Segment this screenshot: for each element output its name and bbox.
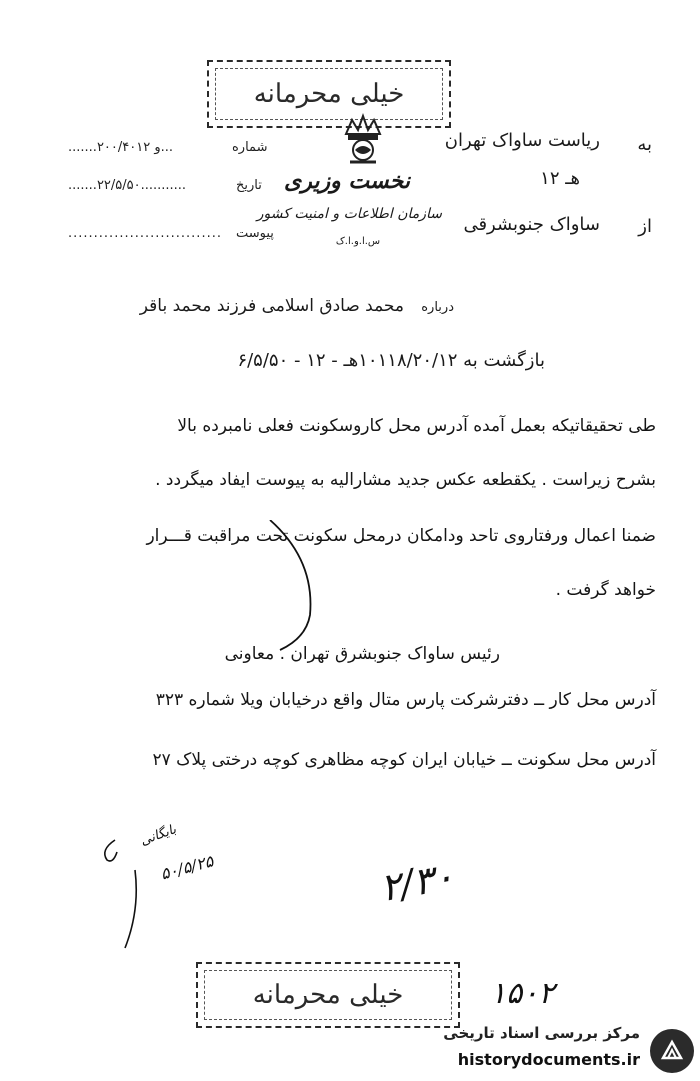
emblem-subtitle: سازمان اطلاعات و امنیت کشور [256, 206, 442, 222]
reference-line: بازگشت به ۱۰۱۱۸/۲۰/۱۲هـ - ۱۲ - ۶/۵/۵۰ [237, 350, 545, 371]
footer-url: historydocuments.ir [457, 1050, 640, 1069]
date-label: تاریخ [236, 178, 262, 193]
to-code: هـ ۱۲ [540, 168, 580, 189]
attachment-value: .............................. [68, 226, 222, 241]
handwritten-archive-number: ۱۵۰۲ [490, 976, 555, 1011]
handwritten-bracket [95, 830, 175, 950]
pen-stroke [240, 520, 360, 660]
body-line-1: طی تحقیقاتیکه بعمل آمده آدرس محل کاروسکونت فعلی نامبرده بالا [177, 416, 656, 436]
work-address: آدرس محل کار ــ دفترشرکت پارس متال واقع درخیابان ویلا شماره ۳۲۳ [155, 690, 656, 710]
to-recipient: ریاست ساواک تهران [444, 130, 600, 151]
to-prefix: به [637, 134, 652, 155]
stamp-text: خیلی محرمانه [253, 79, 405, 109]
emblem-code: س.ا.و.ا.ک [335, 236, 381, 247]
crown-emblem-icon [338, 112, 388, 172]
number-label: شماره [232, 140, 268, 155]
signature-line: رئیس ساواک جنوبشرق تهران . معاونی [224, 644, 500, 664]
from-prefix: از [638, 216, 652, 237]
bottom-classification-stamp [196, 962, 460, 1028]
from-sender: ساواک جنوبشرقی [463, 214, 600, 235]
subject-label: درباره [421, 300, 454, 315]
handwritten-initials: بایگانی [138, 822, 179, 849]
subject-text: محمد صادق اسلامی فرزند محمد باقر [139, 296, 404, 316]
handwritten-center: ۲/۳۰ [376, 853, 458, 911]
body-line-2: بشرح زیراست . یکقطعه عکس جدید مشارالیه به پیوست ایفاد میگردد . [155, 470, 656, 490]
home-address: آدرس محل سکونت ــ خیابان ایران کوچه مظاهری کوچه درختی پلاک ۲۷ [152, 750, 656, 770]
emblem-title: نخست وزیری [284, 168, 410, 194]
body-line-4: خواهد گرفت . [555, 580, 656, 600]
date-value: .......۲۲/۵/۵۰........... [68, 178, 187, 193]
handwritten-date: ۵۰/۵/۲۵ [158, 851, 216, 884]
number-value: .......۲۰۰/۴۰۱۲ و... [68, 140, 174, 155]
attachment-label: پیوست [236, 226, 274, 241]
archive-logo-icon [650, 1029, 694, 1073]
footer-org-name: مرکز بررسی اسناد تاریخی [443, 1024, 640, 1042]
stamp-text-bottom: خیلی محرمانه [252, 980, 404, 1010]
body-line-3: ضمنا اعمال ورفتاروی تاحد ودامکان درمحل سکونت تحت مراقبت قـــرار [146, 526, 656, 546]
